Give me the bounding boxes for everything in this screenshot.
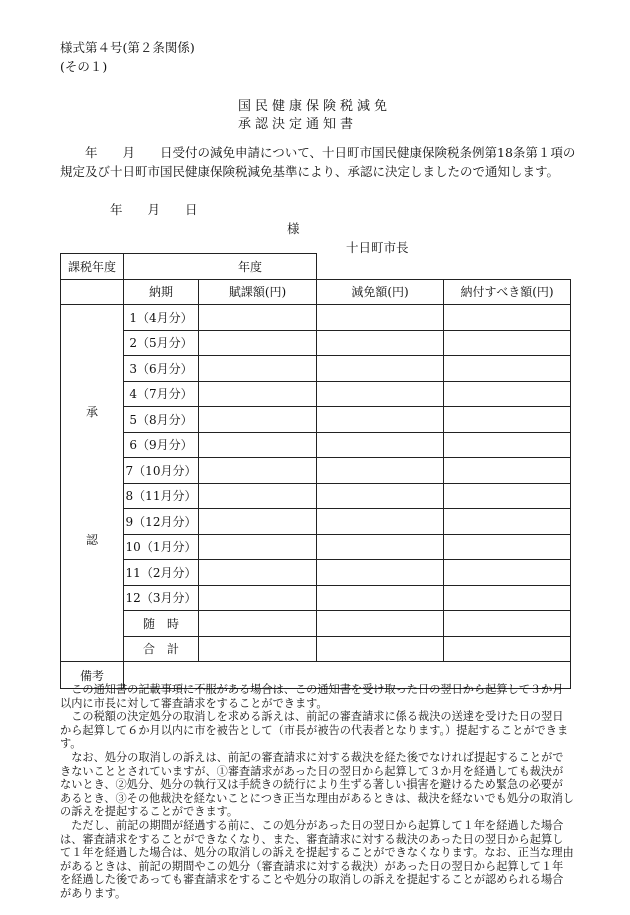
table-row	[61, 381, 571, 407]
table-row	[61, 611, 571, 637]
form-number: 様式第４号(第２条関係)	[60, 40, 195, 55]
reduction-cell[interactable]	[317, 534, 444, 560]
table-row	[61, 483, 571, 509]
period-label: 随 時	[124, 611, 199, 637]
assessed-cell[interactable]	[199, 458, 317, 484]
due-cell[interactable]	[444, 356, 571, 382]
reduction-cell[interactable]	[317, 483, 444, 509]
due-cell[interactable]	[444, 534, 571, 560]
due-cell[interactable]	[444, 509, 571, 535]
tax-reduction-table	[60, 253, 571, 689]
reduction-cell[interactable]	[317, 585, 444, 611]
header-assessed-amount: 賦課額(円)	[199, 279, 317, 305]
remarks-label: 備考	[61, 662, 124, 689]
document-title-line1: 国民健康保険税減免	[238, 99, 392, 114]
assessed-cell[interactable]	[199, 432, 317, 458]
note-paragraph: この通知書の記載事項に不服がある場合は、この通知書を受け取った日の翌日から起算して３か月以内に市長に対して審査請求をすることができます。	[60, 683, 564, 710]
header-due-period: 納期	[124, 279, 199, 305]
document-title-line2: 承認決定通知書	[238, 117, 358, 132]
period-label: 7（10月分）	[124, 458, 199, 484]
form-sub-number: (その１)	[60, 59, 108, 74]
period-label: 8（11月分）	[124, 483, 199, 509]
header-reduction-amount: 減免額(円)	[317, 279, 444, 305]
reduction-cell[interactable]	[317, 305, 444, 331]
reduction-cell[interactable]	[317, 636, 444, 662]
reduction-cell[interactable]	[317, 356, 444, 382]
period-label: 2（5月分）	[124, 330, 199, 356]
reduction-cell[interactable]	[317, 330, 444, 356]
due-cell[interactable]	[444, 330, 571, 356]
period-label: 12（3月分）	[124, 585, 199, 611]
reduction-cell[interactable]	[317, 560, 444, 586]
table-header-row	[61, 279, 571, 305]
assessed-cell[interactable]	[199, 585, 317, 611]
assessed-cell[interactable]	[199, 509, 317, 535]
note-paragraph: なお、処分の取消しの訴えは、前記の審査請求に対する裁決を経た後でなければ提起することができないこととされていますが、①審査請求があった日の翌日から起算して３か月を経過しても裁決がないとき、②処分、処分の執行又は手続きの続行により生ずる著しい損害を避けるため緊急の必要があるとき、③その他裁決を経ないことにつき正当な理由があるときは、裁決を経ないでも処分の取消しの訴えを提起することができます。	[60, 750, 574, 819]
table-row	[61, 432, 571, 458]
due-cell[interactable]	[444, 560, 571, 586]
reduction-cell[interactable]	[317, 458, 444, 484]
side-label-bottom: 認	[85, 533, 98, 547]
assessed-cell[interactable]	[199, 407, 317, 433]
due-cell[interactable]	[444, 407, 571, 433]
period-label: 1（4月分）	[124, 305, 199, 331]
reduction-cell[interactable]	[317, 407, 444, 433]
period-label: 9（12月分）	[124, 509, 199, 535]
assessed-cell[interactable]	[199, 356, 317, 382]
reduction-cell[interactable]	[317, 432, 444, 458]
table-row	[61, 509, 571, 535]
reduction-cell[interactable]	[317, 509, 444, 535]
issuer-name: 十日町市長	[346, 240, 409, 255]
period-label: 4（7月分）	[124, 381, 199, 407]
assessed-cell[interactable]	[199, 611, 317, 637]
tax-year-field[interactable]	[124, 254, 317, 280]
issue-date: 年 月 日	[110, 202, 198, 217]
side-label-top: 承	[85, 405, 98, 419]
assessed-cell[interactable]	[199, 483, 317, 509]
due-cell[interactable]	[444, 305, 571, 331]
tax-year-label: 課税年度	[61, 254, 124, 280]
assessed-cell[interactable]	[199, 381, 317, 407]
assessed-cell[interactable]	[199, 560, 317, 586]
note-paragraph: この税額の決定処分の取消しを求める訴えは、前記の審査請求に係る裁決の送達を受けた日の翌日から起算して６か月以内に市を被告として（市長が被告の代表者となります。）提起することができます。	[60, 710, 569, 751]
table-row	[61, 636, 571, 662]
intro-line1: 年 月 日受付の減免申請について、十日町市国民健康保険税条例第18条第１項の	[60, 145, 576, 160]
period-label: 10（1月分）	[124, 534, 199, 560]
due-cell[interactable]	[444, 636, 571, 662]
due-cell[interactable]	[444, 483, 571, 509]
reduction-cell[interactable]	[317, 611, 444, 637]
period-label: 6（9月分）	[124, 432, 199, 458]
period-label: 11（2月分）	[124, 560, 199, 586]
table-row	[61, 407, 571, 433]
table-row	[61, 330, 571, 356]
addressee-suffix: 様	[287, 221, 300, 236]
period-label: 合 計	[124, 636, 199, 662]
intro-line2: 規定及び十日町市国民健康保険税減免基準により、承認に決定しましたので通知します。	[60, 164, 560, 179]
due-cell[interactable]	[444, 611, 571, 637]
period-label: 5（8月分）	[124, 407, 199, 433]
assessed-cell[interactable]	[199, 330, 317, 356]
table-row	[61, 356, 571, 382]
due-cell[interactable]	[444, 458, 571, 484]
due-cell[interactable]	[444, 432, 571, 458]
legal-notes	[60, 683, 574, 901]
table-row	[61, 585, 571, 611]
header-amount-due: 納付すべき額(円)	[444, 279, 571, 305]
table-row	[61, 534, 571, 560]
table-row	[61, 305, 571, 331]
approval-side-label	[61, 305, 124, 662]
note-paragraph: ただし、前記の期間が経過する前に、この処分があった日の翌日から起算して１年を経過した場合は、審査請求をすることができなくなり、また、審査請求に対する裁決のあった日の翌日から起算して１年を経過した場合は、処分の取消しの訴えを提起することができなくなります。なお、正当な理由があるときは、前記の期間やこの処分（審査請求に対する裁決）があった日の翌日から起算して１年を経過した後であっても審査請求をすることや処分の取消しの訴えを提起することが認められる場合があります。	[60, 818, 574, 900]
reduction-cell[interactable]	[317, 381, 444, 407]
tax-year-row	[61, 254, 571, 280]
table-row	[61, 458, 571, 484]
due-cell[interactable]	[444, 585, 571, 611]
tax-year-suffix: 年度	[238, 259, 263, 274]
table-row	[61, 560, 571, 586]
assessed-cell[interactable]	[199, 305, 317, 331]
due-cell[interactable]	[444, 381, 571, 407]
assessed-cell[interactable]	[199, 636, 317, 662]
period-label: 3（6月分）	[124, 356, 199, 382]
assessed-cell[interactable]	[199, 534, 317, 560]
